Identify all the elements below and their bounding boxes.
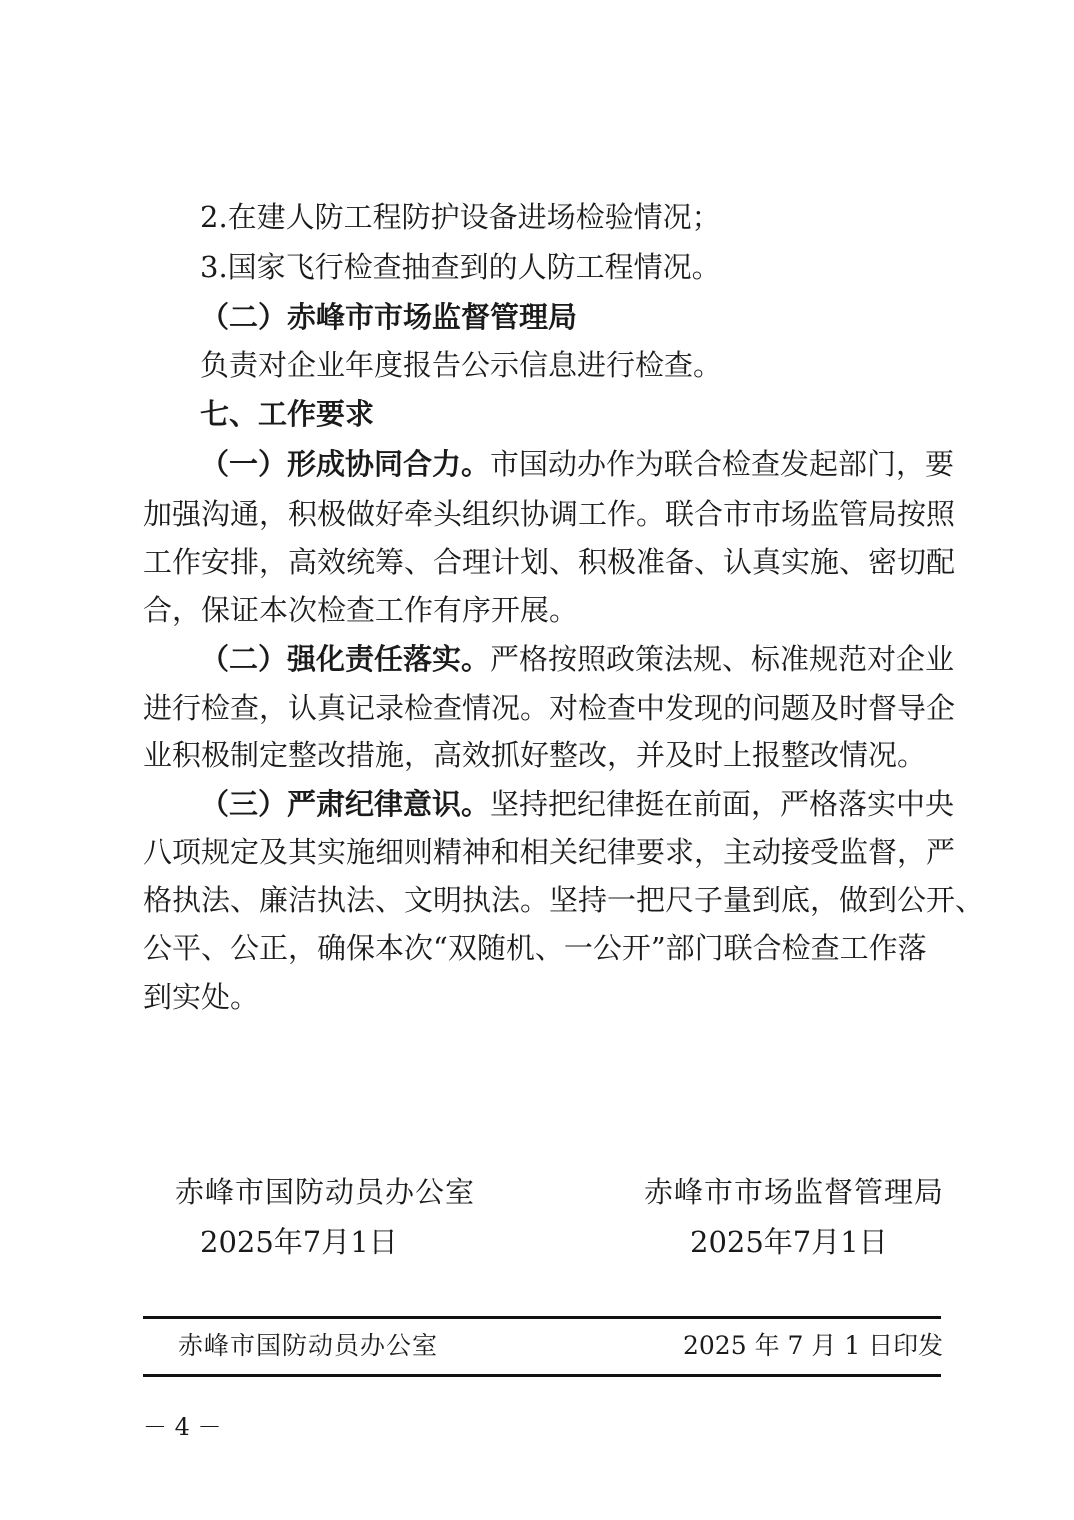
signature-left-org: 赤峰市国防动员办公室 xyxy=(175,1175,476,1209)
paragraph-line: （二）强化责任落实。严格按照政策法规、标准规范对企业 xyxy=(200,642,955,676)
paragraph-line: 公平、公正，确保本次“双随机、一公开”部门联合检查工作落 xyxy=(143,931,927,965)
paragraph-lead: （一）形成协同合力。 xyxy=(200,447,491,481)
paragraph-line: 到实处。 xyxy=(143,980,260,1014)
signature-right-date: 2025年7月1日 xyxy=(690,1225,888,1259)
paragraph-lead: （二）强化责任落实。 xyxy=(200,642,491,676)
paragraph-line: 格执法、廉洁执法、文明执法。坚持一把尺子量到底，做到公开、 xyxy=(143,883,985,917)
paragraph: 负责对企业年度报告公示信息进行检查。 xyxy=(200,348,723,382)
paragraph-line: 合，保证本次检查工作有序开展。 xyxy=(143,593,579,627)
section-heading: 七、工作要求 xyxy=(200,397,375,431)
paragraph-line: （三）严肃纪律意识。坚持把纪律挺在前面，严格落实中央 xyxy=(200,787,955,821)
paragraph-line: 八项规定及其实施细则精神和相关纪律要求，主动接受监督，严 xyxy=(143,835,956,869)
list-item: 3.国家飞行检查抽查到的人防工程情况。 xyxy=(200,250,721,284)
footer-bottom-rule xyxy=(143,1374,941,1377)
paragraph-line: （一）形成协同合力。市国动办作为联合检查发起部门，要 xyxy=(200,447,955,481)
footer-issue-date: 2025 年 7 月 1 日印发 xyxy=(683,1331,944,1360)
paragraph-line: 进行检查，认真记录检查情况。对检查中发现的问题及时督导企 xyxy=(143,691,956,725)
paragraph-lead: （三）严肃纪律意识。 xyxy=(200,787,491,821)
paragraph-line: 业积极制定整改措施，高效抓好整改，并及时上报整改情况。 xyxy=(143,738,927,772)
signature-left-date: 2025年7月1日 xyxy=(200,1225,398,1259)
paragraph-line: 工作安排，高效统筹、合理计划、积极准备、认真实施、密切配 xyxy=(143,545,956,579)
section-heading: （二）赤峰市市场监督管理局 xyxy=(200,300,578,334)
paragraph-line: 加强沟通，积极做好牵头组织协调工作。联合市市场监管局按照 xyxy=(143,497,956,531)
list-item: 2.在建人防工程防护设备进场检验情况； xyxy=(200,200,721,234)
page-number: － 4 － xyxy=(143,1413,222,1441)
footer-issuer: 赤峰市国防动员办公室 xyxy=(178,1331,439,1360)
footer-top-rule xyxy=(143,1316,941,1319)
signature-right-org: 赤峰市市场监督管理局 xyxy=(644,1175,945,1209)
